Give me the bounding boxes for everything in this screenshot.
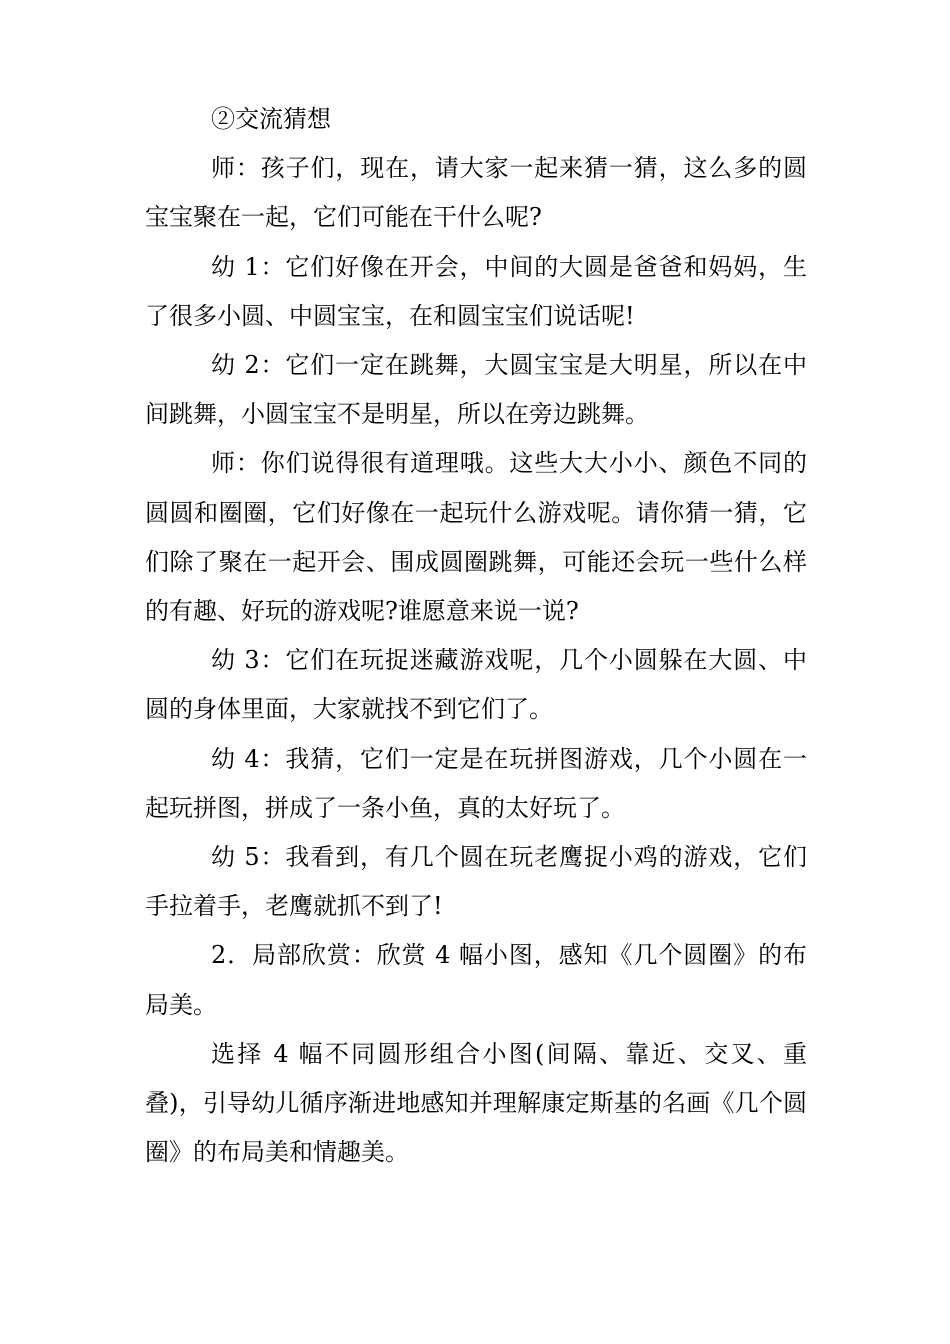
- paragraph-child-3: 幼 3：它们在玩捉迷藏游戏呢，几个小圆躲在大圆、中圆的身体里面，大家就找不到它们了。: [145, 646, 807, 724]
- paragraph-child-2: 幼 2：它们一定在跳舞，大圆宝宝是大明星，所以在中间跳舞，小圆宝宝不是明星，所以在旁边跳舞。: [145, 351, 807, 429]
- paragraph-teacher-question: 师：孩子们，现在，请大家一起来猜一猜，这么多的圆宝宝聚在一起，它们可能在干什么呢?: [145, 154, 807, 232]
- paragraph-section-2-detail: 选择 4 幅不同圆形组合小图(间隔、靠近、交叉、重叠)，引导幼儿循序渐进地感知并理解康定斯基的名画《几个圆圈》的布局美和情趣美。: [145, 1039, 807, 1167]
- paragraph-child-5: 幼 5：我看到，有几个圆在玩老鹰捉小鸡的游戏，它们手拉着手，老鹰就抓不到了!: [145, 843, 807, 921]
- paragraph-child-4: 幼 4：我猜，它们一定是在玩拼图游戏，几个小圆在一起玩拼图，拼成了一条小鱼，真的太好玩了。: [145, 744, 807, 822]
- document-body: [145, 95, 807, 1177]
- paragraph-child-1: 幼 1：它们好像在开会，中间的大圆是爸爸和妈妈，生了很多小圆、中圆宝宝，在和圆宝宝们说话呢!: [145, 252, 807, 330]
- paragraph-teacher-followup: 师：你们说得很有道理哦。这些大大小小、颜色不同的圆圆和圈圈，它们好像在一起玩什么游戏呢。请你猜一猜，它们除了聚在一起开会、围成圆圈跳舞，可能还会玩一些什么样的有趣、好玩的游戏呢?谁愿意来说一说?: [145, 449, 807, 626]
- paragraph-section-2: 2．局部欣赏：欣赏 4 幅小图，感知《几个圆圈》的布局美。: [145, 941, 807, 1019]
- paragraph-heading-guess: ②交流猜想: [211, 105, 331, 133]
